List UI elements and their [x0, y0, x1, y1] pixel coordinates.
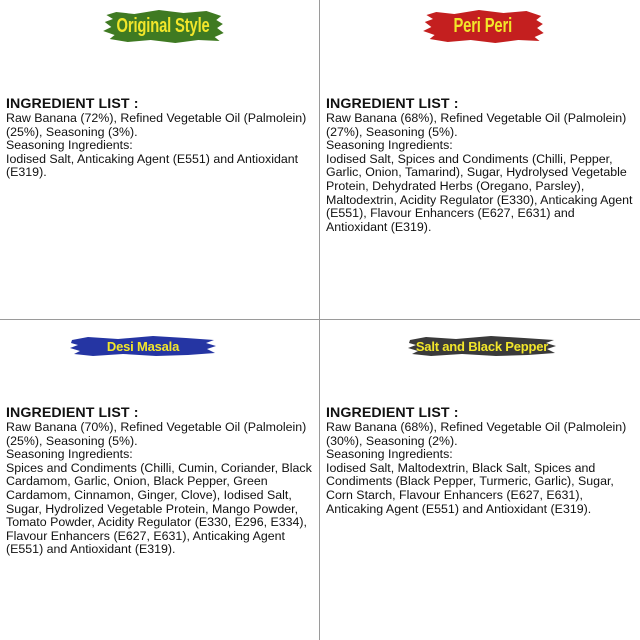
- ingredient-heading: INGREDIENT LIST :: [326, 405, 459, 421]
- seasoning-label: Seasoning Ingredients:: [326, 138, 453, 153]
- ingredient-text: [326, 405, 636, 516]
- vertical-divider: [319, 0, 320, 640]
- ingredient-text: [326, 96, 636, 234]
- seasoning-label: Seasoning Ingredients:: [326, 447, 453, 462]
- seasoning-ingredients: Iodised Salt, Maltodextrin, Black Salt, Spices and Condiments (Black Pepper, Turmeric, Garlic), Sugar, Corn Starch, Flavour Enhancers (E627, E631), Anticaking Agent (E551) and Antioxidant (E319).: [326, 460, 614, 516]
- ingredient-text: [6, 405, 316, 557]
- seasoning-ingredients: Iodised Salt, Spices and Condiments (Chilli, Pepper, Garlic, Onion, Tamarind), Sugar, Hydrolysed Vegetable Protein, Dehydrated Herbs (Oregano, Parsley), Maltodextrin, Acidity Regulator (E330), Anticaking Agent (E551), Flavour Enhancers (E627, E631) and Antioxidant (E319).: [326, 151, 633, 234]
- seasoning-label: Seasoning Ingredients:: [6, 447, 133, 462]
- ingredient-heading: INGREDIENT LIST :: [6, 405, 139, 421]
- banner-salt-black-pepper: [406, 335, 558, 357]
- card-peri-peri: [320, 0, 640, 320]
- main-ingredients: Raw Banana (72%), Refined Vegetable Oil (Palmolein) (25%), Seasoning (3%).: [6, 111, 307, 139]
- seasoning-ingredients: Iodised Salt, Anticaking Agent (E551) and Antioxidant (E319).: [6, 151, 299, 180]
- seasoning-label: Seasoning Ingredients:: [6, 138, 133, 153]
- card-salt-black-pepper: [320, 320, 640, 640]
- ingredient-heading: INGREDIENT LIST :: [6, 96, 139, 112]
- banner-desi-masala: [68, 335, 218, 357]
- main-ingredients: Raw Banana (68%), Refined Vegetable Oil (Palmolein) (30%), Seasoning (2%).: [326, 420, 627, 448]
- main-ingredients: Raw Banana (70%), Refined Vegetable Oil (Palmolein) (25%), Seasoning (5%).: [6, 420, 307, 448]
- banner-label: Original Style: [116, 14, 210, 37]
- seasoning-ingredients: Spices and Condiments (Chilli, Cumin, Coriander, Black Cardamom, Garlic, Onion, Black Pepper, Green Cardamom, Cinnamon, Ginger, Clove), Iodised Salt, Sugar, Hydrolized Vegetable Protein, Mango Powder, Tomato Powder, Acidity Regulator (E330, E296, E334), Flavour Enhancers (E627, E631), Anticaking Agent (E551) and Antioxidant (E319).: [6, 460, 312, 557]
- ingredient-text: [6, 96, 316, 180]
- banner-label: Peri Peri: [453, 14, 513, 37]
- horizontal-divider: [0, 319, 640, 320]
- main-ingredients: Raw Banana (68%), Refined Vegetable Oil (Palmolein) (27%), Seasoning (5%).: [326, 111, 627, 139]
- banner-peri-peri: [422, 7, 545, 45]
- banner-label: Desi Masala: [106, 338, 180, 354]
- card-original-style: [0, 0, 320, 320]
- card-desi-masala: [0, 320, 320, 640]
- banner-original-style: [102, 7, 225, 45]
- banner-label: Salt and Black Pepper: [415, 338, 549, 354]
- ingredient-heading: INGREDIENT LIST :: [326, 96, 459, 112]
